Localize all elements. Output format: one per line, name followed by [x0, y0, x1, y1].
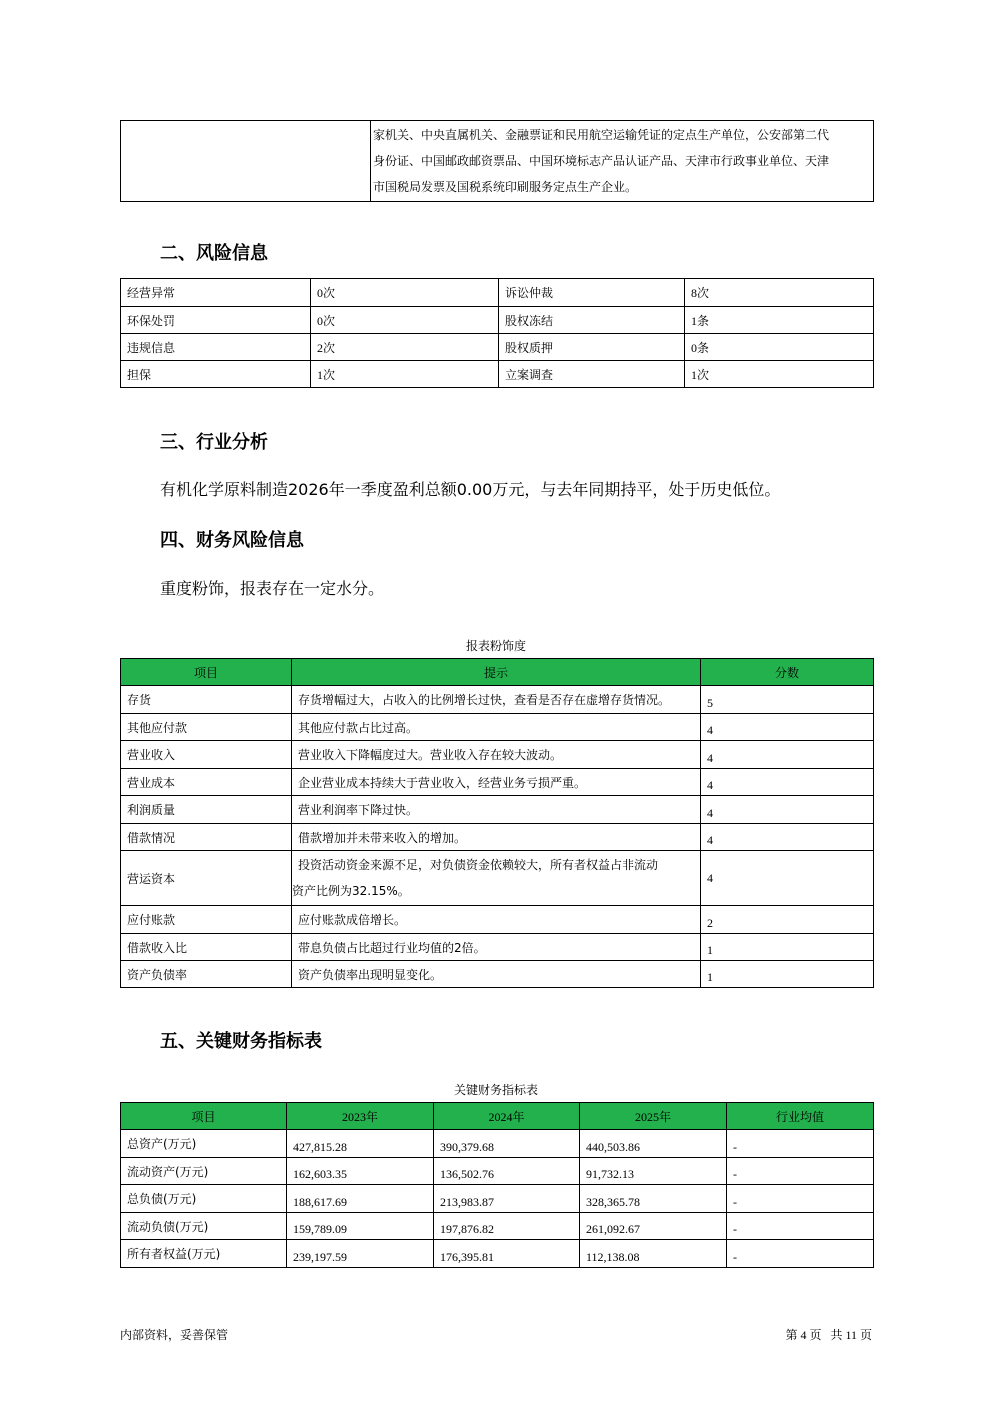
item-cell: 应付账款	[121, 906, 292, 934]
column-header: 2023年	[287, 1103, 434, 1130]
score-cell: 2	[701, 906, 874, 934]
risk-value: 1条	[685, 307, 874, 334]
hint-line: 投资活动资金来源不足，对负债资金依赖较大，所有者权益占非流动	[298, 858, 659, 872]
column-header: 分数	[701, 659, 874, 686]
hint-line: 资产比例为32.15%。	[292, 884, 410, 898]
risk-label: 担保	[121, 361, 311, 388]
hint-cell: 带息负债占比超过行业均值的2倍。	[292, 934, 701, 961]
item-cell: 营业成本	[121, 769, 292, 796]
table-row	[121, 741, 874, 769]
metric-value: 91,732.13	[580, 1158, 727, 1185]
industry-average: -	[727, 1213, 874, 1240]
hint-cell: 资产负债率出现明显变化。	[292, 961, 701, 988]
industry-average: -	[727, 1240, 874, 1268]
risk-value: 0次	[311, 307, 499, 334]
column-header: 提示	[292, 659, 701, 686]
empty-cell	[121, 121, 371, 202]
table-row	[121, 714, 874, 741]
item-cell: 利润质量	[121, 796, 292, 824]
hint-cell	[292, 851, 701, 906]
score-cell: 4	[701, 769, 874, 796]
table-row	[121, 934, 874, 961]
table-row	[121, 1185, 874, 1213]
hint-cell: 企业营业成本持续大于营业收入，经营业务亏损严重。	[292, 769, 701, 796]
risk-label: 违规信息	[121, 334, 311, 361]
table-row	[121, 1240, 874, 1268]
table-row	[121, 1158, 874, 1185]
risk-label: 经营异常	[121, 279, 311, 307]
table-row	[121, 851, 874, 906]
column-header: 项目	[121, 659, 292, 686]
industry-analysis-text: 有机化学原料制造2026年一季度盈利总额0.00万元，与去年同期持平，处于历史低位。	[160, 480, 781, 499]
table-row	[121, 686, 874, 714]
company-description-cell	[371, 121, 874, 202]
industry-average: -	[727, 1130, 874, 1158]
footer-confidential-note: 内部资料，妥善保管	[120, 1328, 229, 1342]
industry-average: -	[727, 1158, 874, 1185]
description-line: 市国税局发票及国税系统印刷服务定点生产企业。	[373, 180, 638, 194]
score-cell: 1	[701, 961, 874, 988]
table-row	[121, 796, 874, 824]
table-caption: 报表粉饰度	[465, 639, 526, 653]
table-row	[121, 334, 874, 361]
score-cell: 4	[701, 714, 874, 741]
risk-label: 股权冻结	[499, 307, 685, 334]
section-heading-industry: 三、行业分析	[160, 432, 268, 453]
risk-label: 环保处罚	[121, 307, 311, 334]
hint-cell: 存货增幅过大，占收入的比例增长过快，查看是否存在虚增存货情况。	[292, 686, 701, 714]
hint-cell: 其他应付款占比过高。	[292, 714, 701, 741]
section-heading-financial-risk: 四、财务风险信息	[160, 530, 304, 551]
metric-label: 总资产(万元)	[121, 1130, 287, 1158]
metric-value: 162,603.35	[287, 1158, 434, 1185]
metric-value: 136,502.76	[434, 1158, 580, 1185]
metric-value: 261,092.67	[580, 1213, 727, 1240]
column-header: 2024年	[434, 1103, 580, 1130]
section-heading-risk: 二、风险信息	[160, 243, 268, 264]
table-row	[121, 361, 874, 388]
risk-value: 8次	[685, 279, 874, 307]
risk-value: 1次	[311, 361, 499, 388]
item-cell: 其他应付款	[121, 714, 292, 741]
item-cell: 借款情况	[121, 824, 292, 851]
item-cell: 营业收入	[121, 741, 292, 769]
metric-value: 159,789.09	[287, 1213, 434, 1240]
table-row	[121, 769, 874, 796]
risk-info-table	[120, 278, 874, 388]
item-cell: 资产负债率	[121, 961, 292, 988]
metric-value: 188,617.69	[287, 1185, 434, 1213]
column-header: 行业均值	[727, 1103, 874, 1130]
score-cell: 4	[701, 796, 874, 824]
footer-page-number: 第 4 页 共 11 页	[785, 1328, 872, 1342]
company-info-table	[120, 120, 874, 202]
metric-label: 流动负债(万元)	[121, 1213, 287, 1240]
score-cell: 5	[701, 686, 874, 714]
metric-label: 流动资产(万元)	[121, 1158, 287, 1185]
hint-cell: 借款增加并未带来收入的增加。	[292, 824, 701, 851]
hint-cell: 营业利润率下降过快。	[292, 796, 701, 824]
score-cell: 4	[701, 851, 874, 906]
table-header-row	[121, 659, 874, 686]
risk-value: 2次	[311, 334, 499, 361]
whitewash-table	[120, 658, 874, 988]
risk-label: 立案调查	[499, 361, 685, 388]
metric-value: 440,503.86	[580, 1130, 727, 1158]
table-row	[121, 961, 874, 988]
item-cell: 存货	[121, 686, 292, 714]
metric-label: 所有者权益(万元)	[121, 1240, 287, 1268]
score-cell: 4	[701, 741, 874, 769]
risk-value: 1次	[685, 361, 874, 388]
industry-average: -	[727, 1185, 874, 1213]
metric-value: 427,815.28	[287, 1130, 434, 1158]
score-cell: 4	[701, 824, 874, 851]
metric-label: 总负债(万元)	[121, 1185, 287, 1213]
table-row	[121, 1213, 874, 1240]
risk-value: 0条	[685, 334, 874, 361]
risk-value: 0次	[311, 279, 499, 307]
metric-value: 112,138.08	[580, 1240, 727, 1268]
hint-cell: 营业收入下降幅度过大。营业收入存在较大波动。	[292, 741, 701, 769]
metric-value: 197,876.82	[434, 1213, 580, 1240]
table-row	[121, 307, 874, 334]
table-header-row	[121, 1103, 874, 1130]
score-cell: 1	[701, 934, 874, 961]
column-header: 项目	[121, 1103, 287, 1130]
risk-label: 诉讼仲裁	[499, 279, 685, 307]
risk-label: 股权质押	[499, 334, 685, 361]
description-line: 家机关、中央直属机关、金融票证和民用航空运输凭证的定点生产单位，公安部第二代	[373, 128, 830, 142]
table-row	[121, 279, 874, 307]
metric-value: 239,197.59	[287, 1240, 434, 1268]
metric-value: 213,983.87	[434, 1185, 580, 1213]
table-row	[121, 906, 874, 934]
item-cell: 借款收入比	[121, 934, 292, 961]
financial-risk-text: 重度粉饰，报表存在一定水分。	[160, 579, 385, 598]
section-heading-key-metrics: 五、关键财务指标表	[160, 1031, 322, 1052]
table-row	[121, 824, 874, 851]
column-header: 2025年	[580, 1103, 727, 1130]
key-metrics-table	[120, 1102, 874, 1268]
table-caption: 关键财务指标表	[453, 1083, 538, 1097]
item-cell: 营运资本	[121, 851, 292, 906]
metric-value: 176,395.81	[434, 1240, 580, 1268]
metric-value: 328,365.78	[580, 1185, 727, 1213]
metric-value: 390,379.68	[434, 1130, 580, 1158]
description-line: 身份证、中国邮政邮资票品、中国环境标志产品认证产品、天津市行政事业单位、天津	[373, 154, 830, 168]
table-row	[121, 1130, 874, 1158]
hint-cell: 应付账款成倍增长。	[292, 906, 701, 934]
